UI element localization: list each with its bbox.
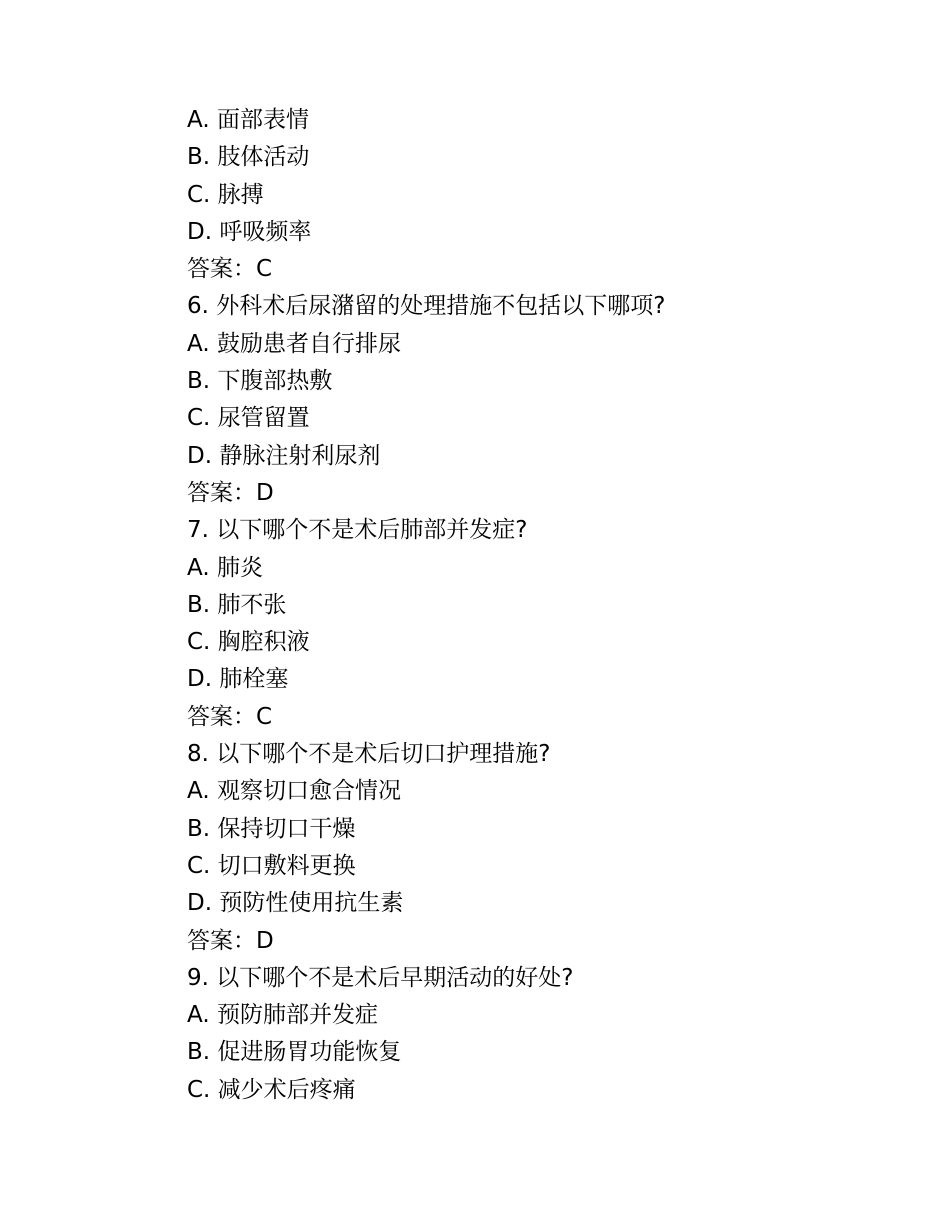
option-a: A. 肺炎 xyxy=(187,554,263,581)
option-c: C. 切口敷料更换 xyxy=(187,852,356,879)
option-c: C. 脉搏 xyxy=(187,181,264,208)
answer-line: 答案：D xyxy=(187,927,274,954)
question-6: 6. 外科术后尿潴留的处理措施不包括以下哪项? xyxy=(187,293,666,320)
option-b: B. 保持切口干燥 xyxy=(187,815,356,842)
option-b: B. 下腹部热敷 xyxy=(187,368,333,395)
question-7: 7. 以下哪个不是术后肺部并发症? xyxy=(187,517,528,544)
option-c: C. 胸腔积液 xyxy=(187,629,310,656)
option-a: A. 鼓励患者自行排尿 xyxy=(187,330,401,357)
option-b: B. 肢体活动 xyxy=(187,144,310,171)
option-d: D. 静脉注射利尿剂 xyxy=(187,442,381,469)
answer-line: 答案：C xyxy=(187,256,273,283)
option-d: D. 预防性使用抗生素 xyxy=(187,890,404,917)
option-d: D. 肺栓塞 xyxy=(187,666,289,693)
question-text-block xyxy=(187,102,887,1109)
option-a: A. 观察切口愈合情况 xyxy=(187,778,401,805)
question-9: 9. 以下哪个不是术后早期活动的好处? xyxy=(187,964,574,991)
option-b: B. 促进肠胃功能恢复 xyxy=(187,1039,402,1066)
answer-line: 答案：C xyxy=(187,703,273,730)
option-b: B. 肺不张 xyxy=(187,591,287,618)
option-c: C. 尿管留置 xyxy=(187,405,310,432)
option-a: A. 面部表情 xyxy=(187,107,309,133)
question-8: 8. 以下哪个不是术后切口护理措施? xyxy=(187,741,551,768)
answer-line: 答案：D xyxy=(187,479,274,506)
option-c: C. 减少术后疼痛 xyxy=(187,1076,356,1103)
option-a: A. 预防肺部并发症 xyxy=(187,1002,378,1029)
option-d: D. 呼吸频率 xyxy=(187,218,312,245)
